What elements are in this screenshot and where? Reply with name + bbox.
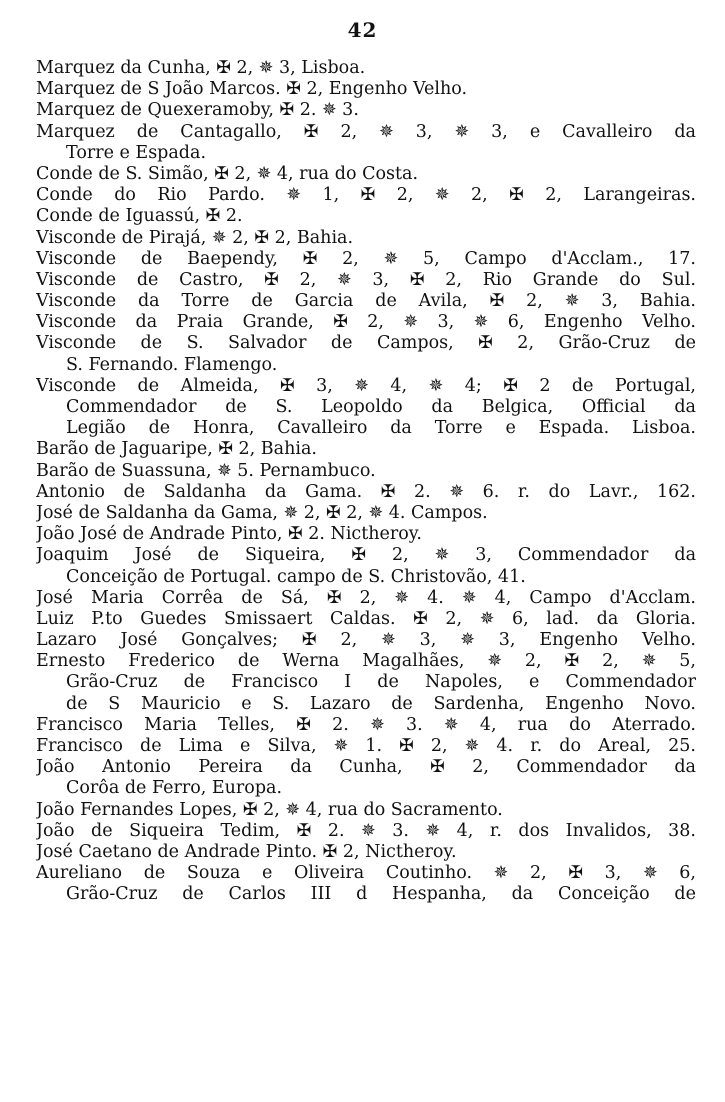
entry-line: Luiz P.to Guedes Smissaert Caldas. ✠ 2, ✵ 6, lad. da Gloria. bbox=[36, 608, 696, 629]
list-item bbox=[36, 249, 696, 270]
entry-line: José Maria Corrêa de Sá, ✠ 2, ✵ 4. ✵ 4, Campo d'Acclam. bbox=[36, 587, 696, 608]
entry-line: Antonio de Saldanha da Gama. ✠ 2. ✵ 6. r. do Lavr., 162. bbox=[36, 481, 696, 502]
list-item bbox=[36, 439, 696, 460]
entry-line: João Fernandes Lopes, ✠ 2, ✵ 4, rua do Sacramento. bbox=[36, 799, 503, 820]
entry-line: José Caetano de Andrade Pinto. ✠ 2, Nictheroy. bbox=[36, 841, 457, 862]
list-item bbox=[36, 503, 696, 524]
entry-continuation-line: Torre e Espada. bbox=[66, 142, 207, 163]
entry-continuation-line: S. Fernando. Flamengo. bbox=[66, 354, 278, 375]
entry-line: Ernesto Frederico de Werna Magalhães, ✵ 2, ✠ 2, ✵ 5, bbox=[36, 651, 696, 672]
entry-line: Barão de Suassuna, ✵ 5. Pernambuco. bbox=[36, 460, 376, 481]
list-item bbox=[36, 312, 696, 333]
entry-line: José de Saldanha da Gama, ✵ 2, ✠ 2, ✵ 4. Campos. bbox=[36, 502, 488, 523]
entry-continuation-line: de S Mauricio e S. Lazaro de Sardenha, Engenho Novo. bbox=[66, 693, 696, 714]
list-item bbox=[36, 545, 696, 587]
list-item bbox=[36, 800, 696, 821]
list-item bbox=[36, 461, 696, 482]
entry-list bbox=[36, 58, 696, 906]
entry-line: João Antonio Pereira da Cunha, ✠ 2, Commendador da bbox=[36, 757, 696, 778]
entry-line: Marquez de S João Marcos. ✠ 2, Engenho Velho. bbox=[36, 79, 468, 100]
list-item bbox=[36, 821, 696, 842]
list-item bbox=[36, 757, 696, 799]
entry-continuation-line: Corôa de Ferro, Europa. bbox=[66, 778, 283, 799]
list-item bbox=[36, 122, 696, 164]
entry-line: Barão de Jaguaripe, ✠ 2, Bahia. bbox=[36, 439, 317, 460]
list-item bbox=[36, 588, 696, 609]
entry-line: Francisco de Lima e Silva, ✵ 1. ✠ 2, ✵ 4. r. do Areal, 25. bbox=[36, 736, 696, 756]
entry-continuation-line: Grão-Cruz de Francisco I de Napoles, e Commendador bbox=[66, 672, 696, 693]
entry-line: Visconde de S. Salvador de Campos, ✠ 2, Grão-Cruz de bbox=[36, 333, 696, 354]
entry-line: Lazaro José Gonçalves; ✠ 2, ✵ 3, ✵ 3, Engenho Velho. bbox=[36, 630, 696, 651]
list-item bbox=[36, 58, 696, 79]
list-item bbox=[36, 863, 696, 905]
entry-line: João de Siqueira Tedim, ✠ 2. ✵ 3. ✵ 4, r. dos Invalidos, 38. bbox=[36, 820, 696, 841]
entry-line: Visconde de Castro, ✠ 2, ✵ 3, ✠ 2, Rio Grande do Sul. bbox=[36, 269, 696, 290]
entry-line: Visconde da Praia Grande, ✠ 2, ✵ 3, ✵ 6, Engenho Velho. bbox=[36, 312, 696, 333]
entry-line: Marquez da Cunha, ✠ 2, ✵ 3, Lisboa. bbox=[36, 58, 366, 78]
list-item bbox=[36, 79, 696, 100]
list-item bbox=[36, 630, 696, 651]
list-item bbox=[36, 270, 696, 291]
list-item bbox=[36, 333, 696, 375]
entry-line: Aureliano de Souza e Oliveira Coutinho. ✵ 2, ✠ 3, ✵ 6, bbox=[36, 863, 696, 884]
list-item bbox=[36, 482, 696, 503]
list-item bbox=[36, 206, 696, 227]
entry-line: Marquez de Quexeramoby, ✠ 2. ✵ 3. bbox=[36, 100, 359, 121]
list-item bbox=[36, 609, 696, 630]
entry-line: Francisco Maria Telles, ✠ 2. ✵ 3. ✵ 4, rua do Aterrado. bbox=[36, 714, 696, 735]
entry-continuation-line: Conceição de Portugal. campo de S. Christovão, 41. bbox=[66, 566, 526, 587]
entry-line: Visconde de Pirajá, ✵ 2, ✠ 2, Bahia. bbox=[36, 227, 354, 248]
entry-line: Joaquim José de Siqueira, ✠ 2, ✵ 3, Commendador da bbox=[36, 545, 696, 566]
entry-line: Visconde de Almeida, ✠ 3, ✵ 4, ✵ 4; ✠ 2 de Portugal, bbox=[36, 375, 696, 396]
entry-line: Conde do Rio Pardo. ✵ 1, ✠ 2, ✵ 2, ✠ 2, Larangeiras. bbox=[36, 185, 696, 206]
list-item bbox=[36, 291, 696, 312]
page-number: 42 bbox=[347, 18, 378, 42]
entry-line: João José de Andrade Pinto, ✠ 2. Nictheroy. bbox=[36, 524, 422, 545]
list-item bbox=[36, 842, 696, 863]
entry-line: Conde de Iguassú, ✠ 2. bbox=[36, 206, 243, 227]
list-item bbox=[36, 715, 696, 736]
entry-line: Marquez de Cantagallo, ✠ 2, ✵ 3, ✵ 3, e Cavalleiro da bbox=[36, 121, 696, 142]
list-item bbox=[36, 651, 696, 715]
list-item bbox=[36, 100, 696, 121]
list-item bbox=[36, 164, 696, 185]
list-item bbox=[36, 376, 696, 440]
entry-line: Visconde da Torre de Garcia de Avila, ✠ 2, ✵ 3, Bahia. bbox=[36, 291, 696, 312]
list-item bbox=[36, 228, 696, 249]
entry-continuation-line: Commendador de S. Leopoldo da Belgica, Official da bbox=[66, 397, 696, 417]
entry-line: Conde de S. Simão, ✠ 2, ✵ 4, rua do Costa. bbox=[36, 163, 419, 184]
list-item bbox=[36, 185, 696, 206]
list-item bbox=[36, 524, 696, 545]
list-item bbox=[36, 736, 696, 757]
entry-continuation-line: Legião de Honra, Cavalleiro da Torre e Espada. Lisboa. bbox=[66, 418, 696, 439]
entry-line: Visconde de Baependy, ✠ 2, ✵ 5, Campo d'Acclam., 17. bbox=[36, 248, 696, 269]
entry-continuation-line: Grão-Cruz de Carlos III d Hespanha, da Conceição de bbox=[66, 884, 696, 905]
